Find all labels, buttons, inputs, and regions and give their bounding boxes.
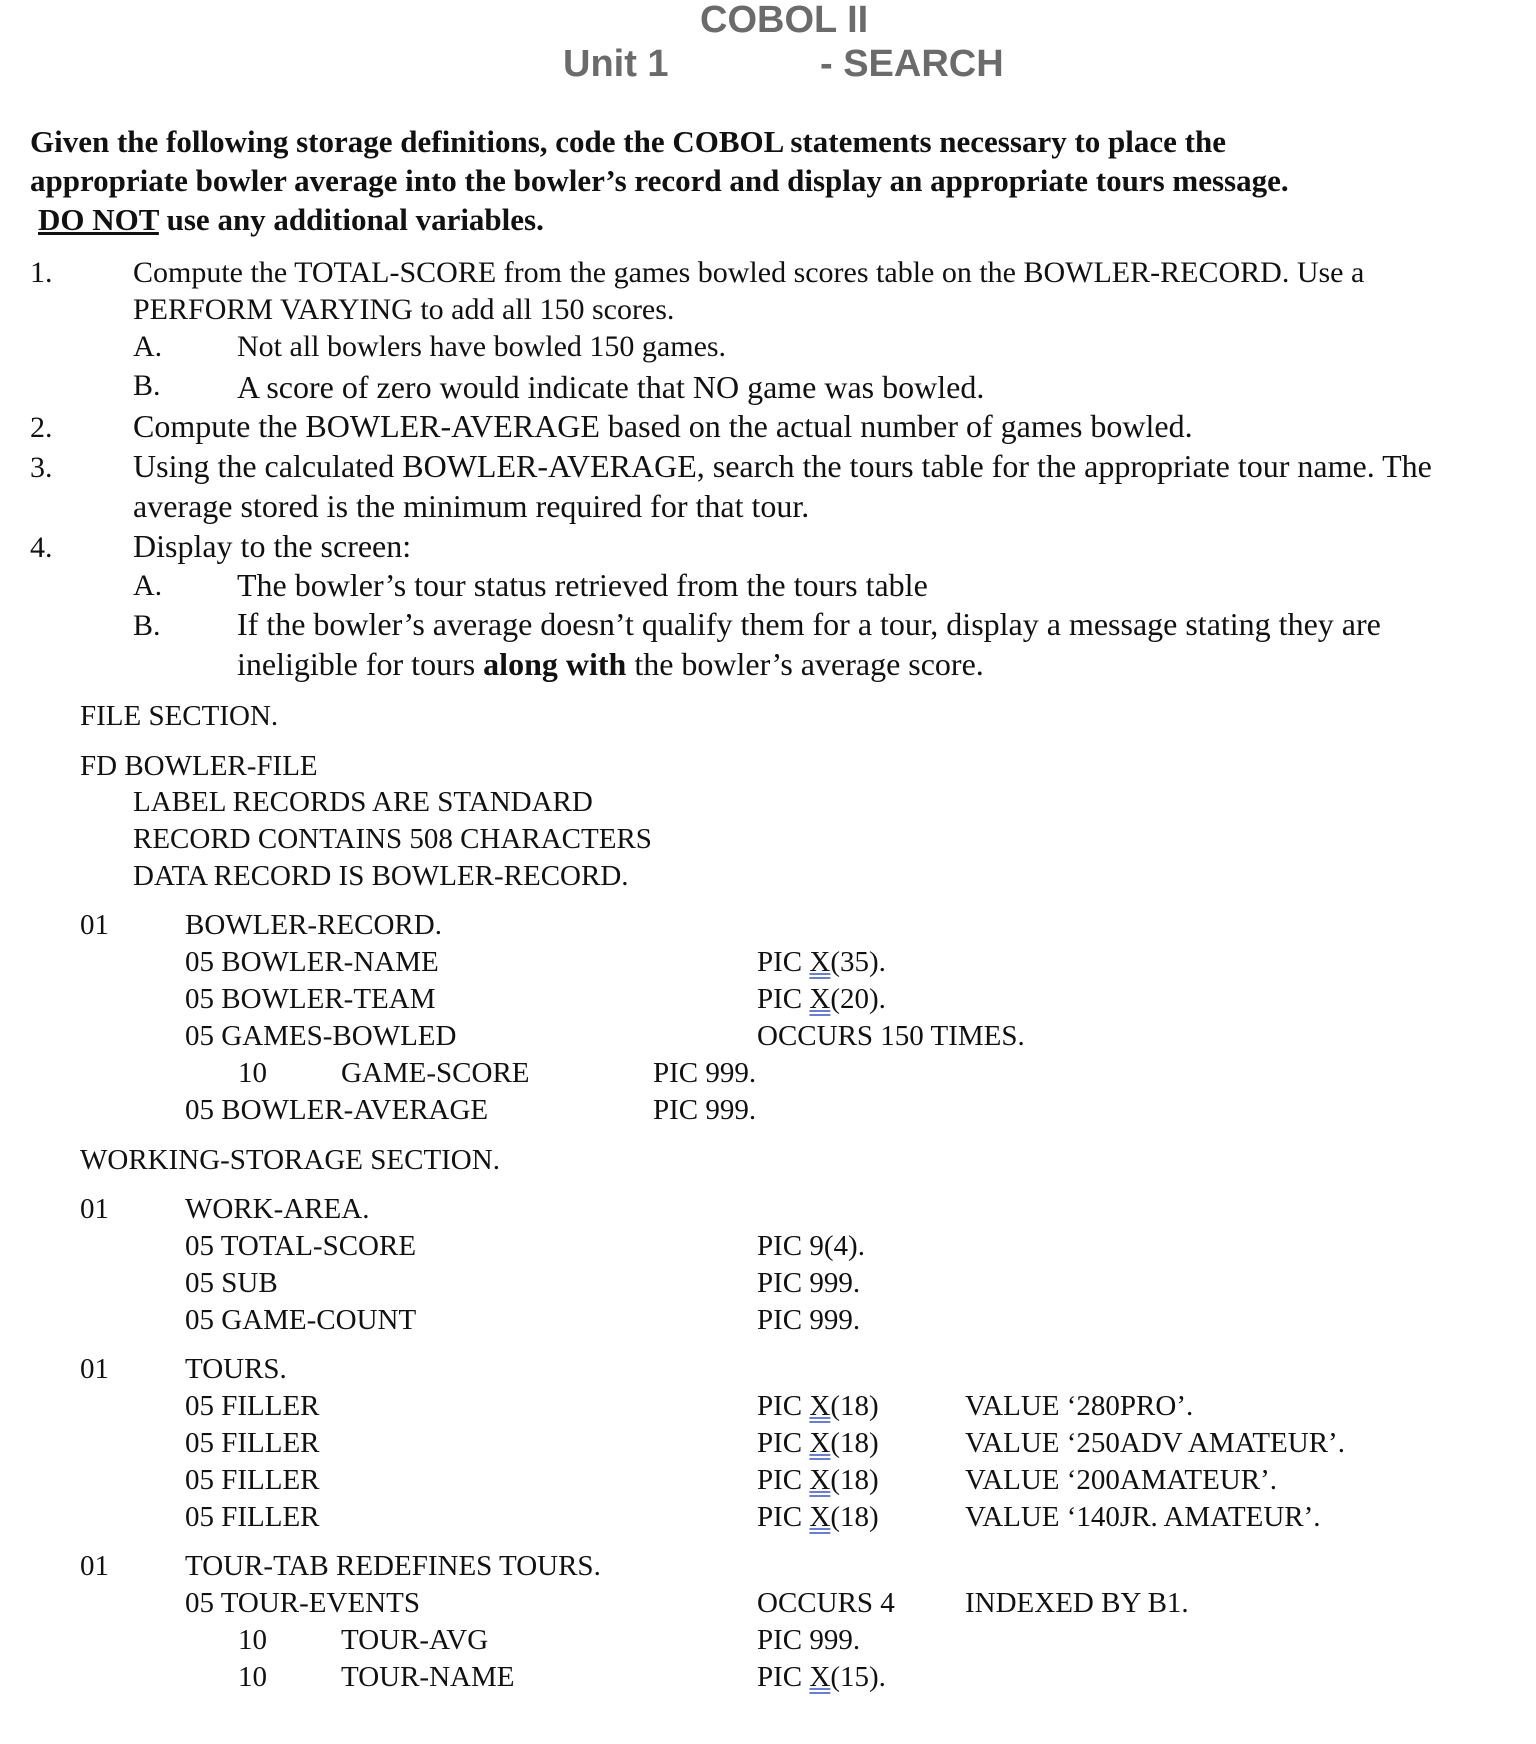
filler-field: 05 FILLER [185,1390,320,1422]
intro-line-2: appropriate bowler average into the bowler’s record and display an appropriate tours message. [30,163,1289,198]
pic-x: X [809,1390,831,1422]
unit-label: Unit 1 [563,43,669,85]
fd-label-records: LABEL RECORDS ARE STANDARD [133,786,593,818]
pic-x: X [809,1661,831,1693]
q4-number: 4. [30,531,53,564]
intro-line-1: Given the following storage definitions, code the COBOL statements necessary to place the [30,124,1226,159]
game-count-pic: PIC 999. [757,1304,861,1336]
q4-b-line-2 [237,645,984,683]
filler-value: VALUE ‘200AMATEUR’. [965,1464,1278,1496]
level-01: 01 [80,1193,109,1225]
q4-b-line-2-pre: ineligible for tours [237,646,484,682]
q4-a-letter: A. [133,569,163,602]
q1-line-1: Compute the TOTAL-SCORE from the games bowled scores table on the BOWLER-RECORD. Use a [133,256,1365,289]
bowler-team-pic [757,982,886,1016]
q4-text: Display to the screen: [133,528,412,564]
pic-length: (18) [830,1427,879,1459]
tour-name-field: TOUR-NAME [341,1661,515,1693]
pic-length: (18) [830,1390,879,1422]
file-section-heading: FILE SECTION. [80,700,279,732]
intro-line-3 [38,200,544,239]
q4-b-line-1: If the bowler’s average doesn’t qualify them for a tour, display a message stating they are [237,606,1381,642]
pic-length: (18) [830,1501,879,1533]
bowler-record-name: BOWLER-RECORD. [185,909,442,941]
tour-events-field: 05 TOUR-EVENTS [185,1587,420,1619]
game-score-level: 10 [238,1057,267,1089]
q1-a-text: Not all bowlers have bowled 150 games. [237,330,727,363]
fd-data-record: DATA RECORD IS BOWLER-RECORD. [133,860,629,892]
bowler-average-pic: PIC 999. [653,1094,757,1126]
pic-length: (18) [830,1464,879,1496]
q4-a-text: The bowler’s tour status retrieved from the tours table [237,567,928,603]
sub-field: 05 SUB [185,1267,278,1299]
pic-keyword: PIC [757,1661,810,1693]
q3-number: 3. [30,451,53,484]
pic-x: X [809,1427,831,1459]
pic-length: (35). [830,946,886,978]
level-01: 01 [80,909,109,941]
q4-b-letter: B. [133,609,161,642]
fd-record-contains: RECORD CONTAINS 508 CHARACTERS [133,823,652,855]
pic-keyword: PIC [757,1427,810,1459]
q3-line-2: average stored is the minimum required for that tour. [133,488,810,524]
filler-field: 05 FILLER [185,1427,320,1459]
filler-value: VALUE ‘280PRO’. [965,1390,1194,1422]
pic-keyword: PIC [757,1464,810,1496]
game-count-field: 05 GAME-COUNT [185,1304,417,1336]
along-with-emphasis: along with [483,646,627,682]
q2-text: Compute the BOWLER-AVERAGE based on the actual number of games bowled. [133,408,1193,444]
work-area-name: WORK-AREA. [185,1193,370,1225]
tours-name: TOURS. [185,1353,287,1385]
tour-tab-name: TOUR-TAB REDEFINES TOURS. [185,1550,601,1582]
sub-pic: PIC 999. [757,1267,861,1299]
tour-events-occurs: OCCURS 4 [757,1587,895,1619]
pic-length: (15). [830,1661,886,1693]
tour-avg-level: 10 [238,1624,267,1656]
pic-x: X [809,1464,831,1496]
pic-keyword: PIC [757,1390,810,1422]
bowler-team-field: 05 BOWLER-TEAM [185,983,436,1015]
topic-label: - SEARCH [820,43,1004,85]
tour-name-level: 10 [238,1661,267,1693]
level-01: 01 [80,1353,109,1385]
tour-avg-field: TOUR-AVG [341,1624,489,1656]
q1-line-2: PERFORM VARYING to add all 150 scores. [133,293,675,326]
q1-a-letter: A. [133,330,163,363]
q4-b-line-2-post: the bowler’s average score. [626,646,984,682]
bowler-name-pic [757,945,886,979]
pic-length: (20). [830,983,886,1015]
q3-line-1: Using the calculated BOWLER-AVERAGE, search the tours table for the appropriate tour name. The [133,448,1432,484]
working-storage-heading: WORKING-STORAGE SECTION. [80,1144,500,1176]
total-score-field: 05 TOTAL-SCORE [185,1230,417,1262]
q1-number: 1. [30,256,53,289]
pic-keyword: PIC [757,946,810,978]
filler-field: 05 FILLER [185,1501,320,1533]
pic-x: X [809,1501,831,1533]
pic-x: X [809,983,831,1015]
q2-number: 2. [30,411,53,444]
q1-b-letter: B. [133,369,161,402]
filler-pic [757,1463,879,1497]
fd-bowler-file: FD BOWLER-FILE [80,750,318,782]
tour-events-index: INDEXED BY B1. [965,1587,1189,1619]
intro-line-3-rest: use any additional variables. [158,202,544,237]
total-score-pic: PIC 9(4). [757,1230,865,1262]
bowler-name-field: 05 BOWLER-NAME [185,946,439,978]
game-score-pic: PIC 999. [653,1057,757,1089]
games-bowled-field: 05 GAMES-BOWLED [185,1020,457,1052]
level-01: 01 [80,1550,109,1582]
do-not-emphasis: DO NOT [38,202,159,237]
filler-pic [757,1426,879,1460]
pic-keyword: PIC [757,983,810,1015]
document-title: COBOL II [700,0,869,41]
game-score-field: GAME-SCORE [341,1057,530,1089]
filler-value: VALUE ‘250ADV AMATEUR’. [965,1427,1345,1459]
pic-keyword: PIC [757,1501,810,1533]
tour-name-pic [757,1660,886,1694]
tour-avg-pic: PIC 999. [757,1624,861,1656]
bowler-average-field: 05 BOWLER-AVERAGE [185,1094,489,1126]
filler-field: 05 FILLER [185,1464,320,1496]
filler-pic [757,1500,879,1534]
filler-pic [757,1389,879,1423]
pic-x: X [809,946,831,978]
q1-b-text: A score of zero would indicate that NO game was bowled. [237,369,985,405]
filler-value: VALUE ‘140JR. AMATEUR’. [965,1501,1321,1533]
games-bowled-occurs: OCCURS 150 TIMES. [757,1020,1025,1052]
